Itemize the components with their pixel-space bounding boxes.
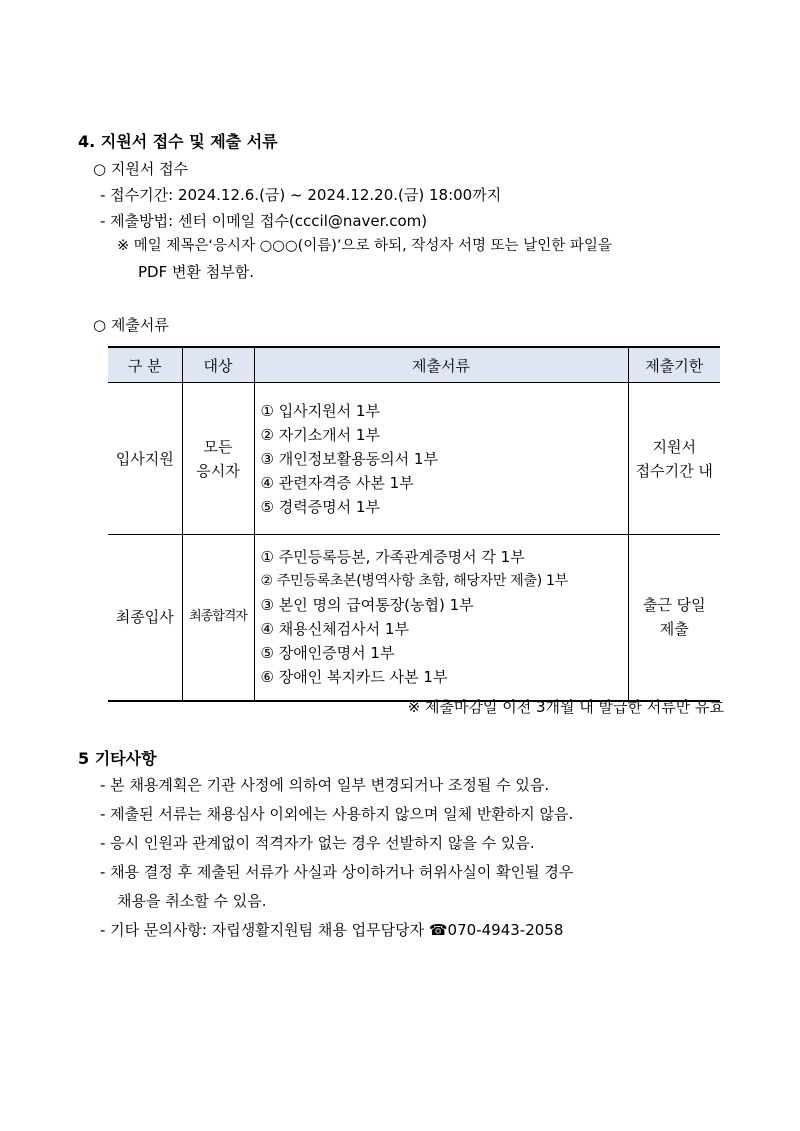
document-item: ① 입사지원서 1부 (260, 401, 380, 420)
etc-item: - 제출된 서류는 채용심사 이외에는 사용하지 않으며 일체 반환하지 않음. (100, 805, 574, 823)
subheading-application: ○ 지원서 접수 (93, 160, 189, 178)
target-text: 모든 (203, 437, 233, 456)
table-row (108, 535, 720, 701)
etc-item: - 응시 인원과 관계없이 적격자가 없는 경우 선발하지 않을 수 있음. (100, 834, 535, 852)
row-category: 최종입사 (108, 535, 182, 701)
row-deadline (628, 383, 720, 535)
document-item: ② 자기소개서 1부 (260, 425, 380, 444)
document-item: ⑤ 장애인증명서 1부 (260, 644, 395, 663)
etc-item-continuation: 채용을 취소할 수 있음. (117, 892, 267, 910)
header-deadline: 제출기한 (628, 347, 720, 383)
row-category: 입사지원 (108, 383, 182, 535)
application-period: - 접수기간: 2024.12.6.(금) ~ 2024.12.20.(금) 18:00까지 (100, 186, 502, 204)
header-documents: 제출서류 (254, 347, 628, 383)
subheading-documents: ○ 제출서류 (93, 316, 169, 334)
document-list (254, 535, 628, 701)
section-5-title: 5 기타사항 (78, 749, 157, 768)
row-target (182, 383, 254, 535)
document-item: ③ 본인 명의 급여통장(농협) 1부 (260, 596, 474, 615)
row-target: 최종합격자 (182, 535, 254, 701)
target-text: 응시자 (196, 461, 240, 480)
document-item: ① 주민등록등본, 가족관계증명서 각 1부 (260, 548, 525, 567)
email-note-line1: ※ 메일 제목은‘응시자 ○○○(이름)’으로 하되, 작성자 서명 또는 날인한 파일을 (117, 238, 612, 254)
row-deadline (628, 535, 720, 701)
table-footnote: ※ 제출마감일 이전 3개월 내 발급한 서류만 유효 (407, 698, 724, 716)
table-row (108, 383, 720, 535)
documents-table (108, 346, 720, 702)
document-item: ⑤ 경력증명서 1부 (260, 497, 380, 516)
document-list (254, 383, 628, 535)
deadline-text: 제출 (659, 620, 689, 639)
table-header-row (108, 347, 720, 383)
header-target: 대상 (182, 347, 254, 383)
document-item: ④ 관련자격증 사본 1부 (260, 473, 414, 492)
document-item: ③ 개인정보활용동의서 1부 (260, 449, 438, 468)
document-item: ② 주민등록초본(병역사항 초함, 해당자만 제출) 1부 (260, 573, 568, 590)
section-4-title: 4. 지원서 접수 및 제출 서류 (78, 132, 278, 151)
deadline-text: 지원서 (652, 437, 696, 456)
email-note-line2: PDF 변환 첨부함. (138, 263, 254, 281)
document-item: ⑥ 장애인 복지카드 사본 1부 (260, 668, 448, 687)
document-item: ④ 채용신체검사서 1부 (260, 620, 409, 639)
header-category: 구 분 (108, 347, 182, 383)
etc-item: - 채용 결정 후 제출된 서류가 사실과 상이하거나 허위사실이 확인될 경우 (100, 863, 574, 881)
etc-item: - 본 채용계획은 기관 사정에 의하여 일부 변경되거나 조정될 수 있음. (100, 776, 550, 794)
submission-method: - 제출방법: 센터 이메일 접수(cccil@naver.com) (100, 212, 428, 230)
deadline-text: 출근 당일 (642, 596, 706, 615)
contact-info: - 기타 문의사항: 자립생활지원팀 채용 업무담당자 ☎070-4943-2058 (100, 921, 564, 939)
deadline-text: 접수기간 내 (635, 461, 713, 480)
